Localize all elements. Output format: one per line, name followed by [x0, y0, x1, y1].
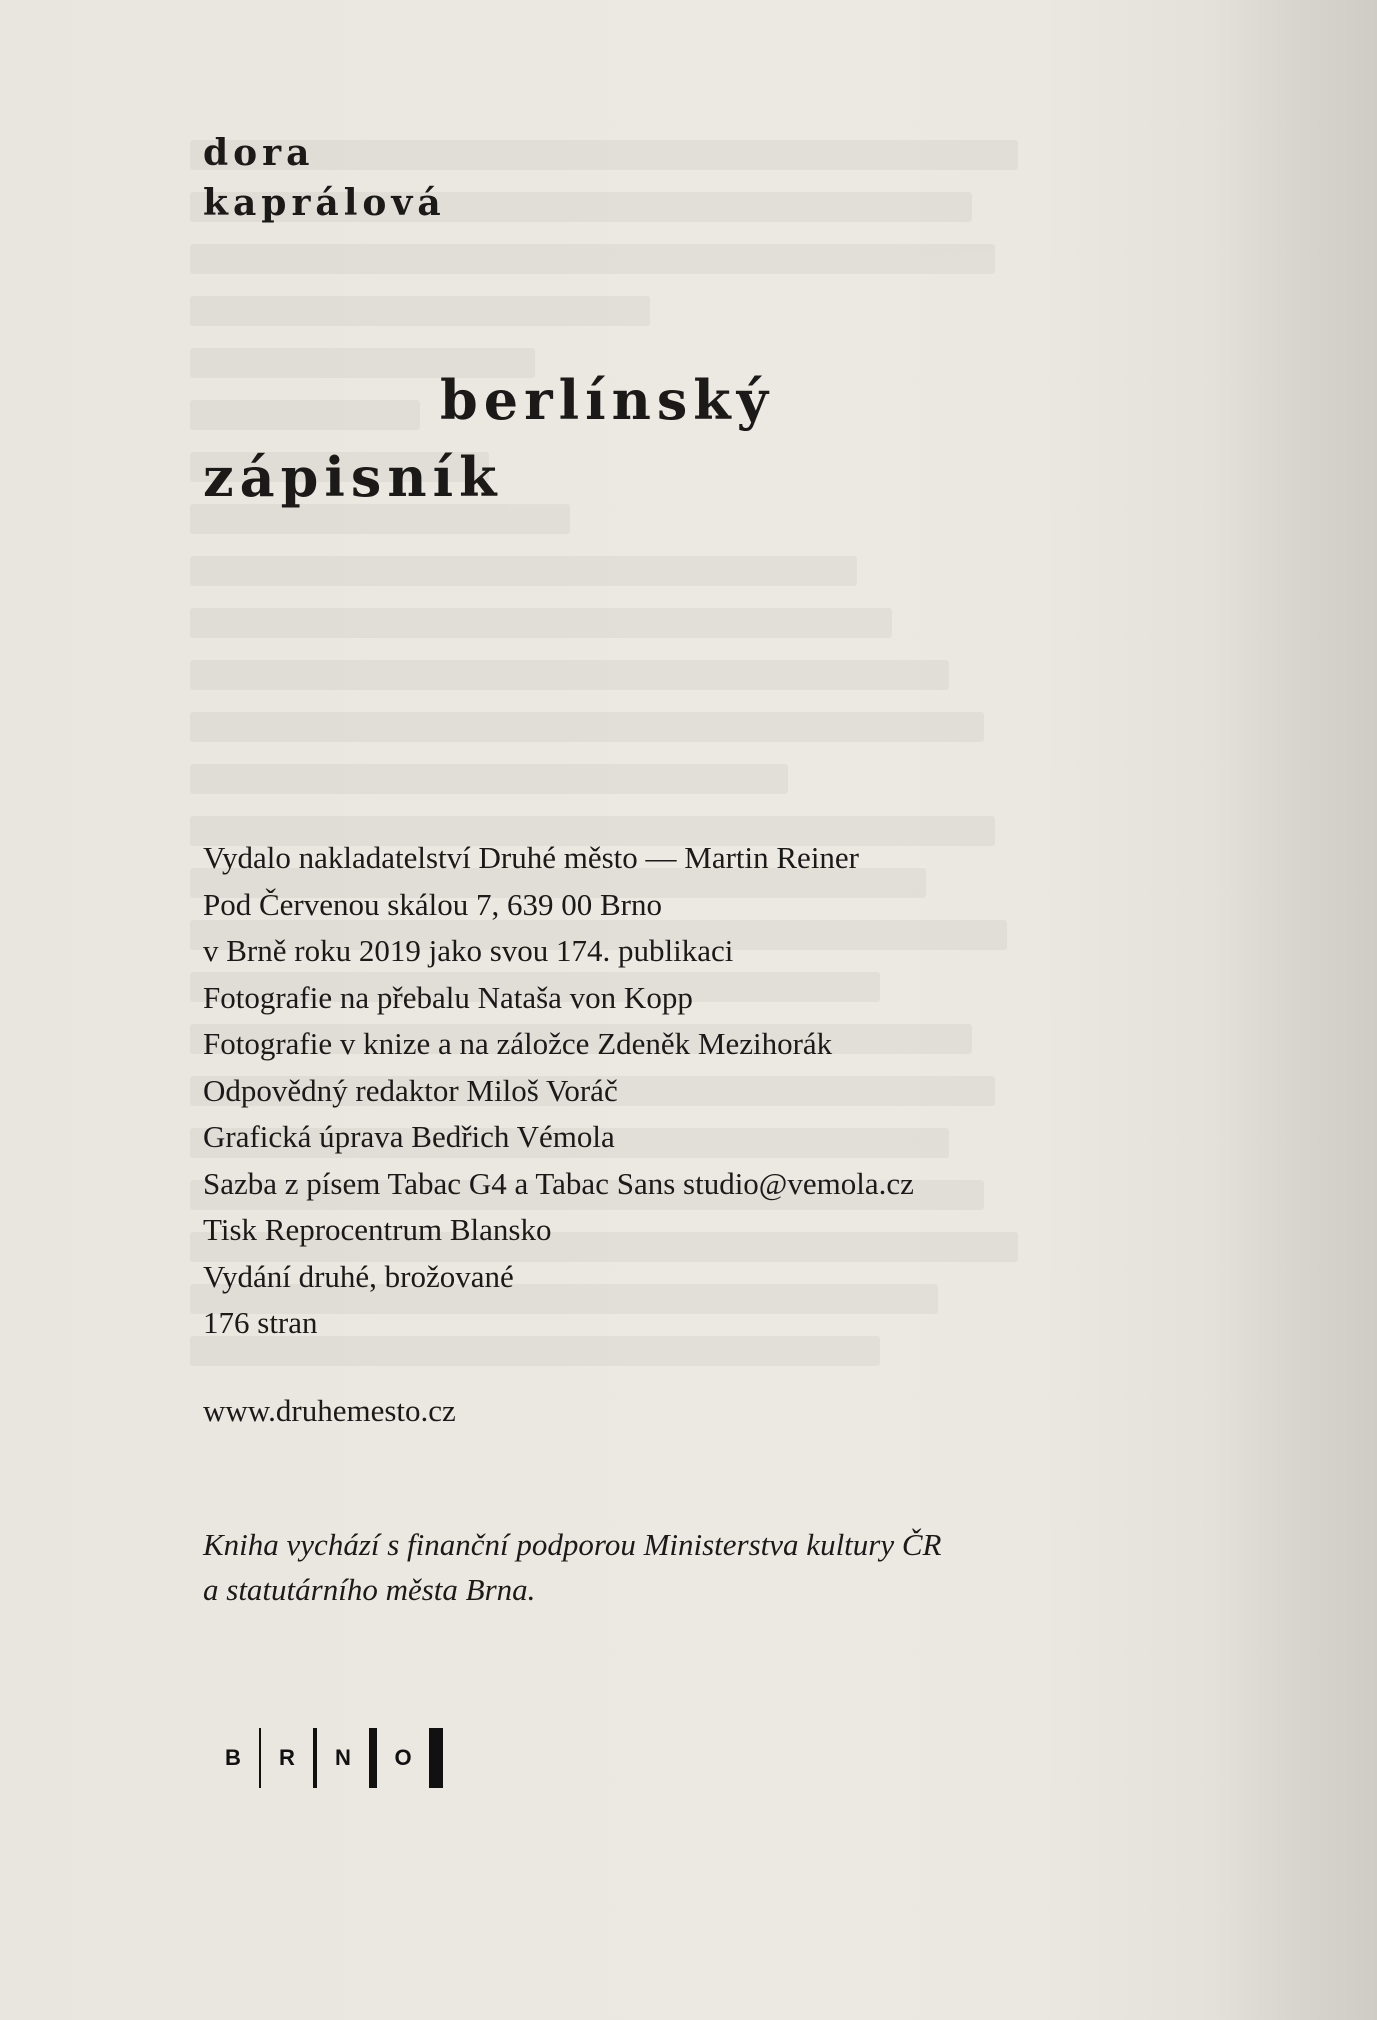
imprint-block	[203, 835, 914, 1347]
logo-bar	[429, 1728, 443, 1788]
author-last-name: kaprálová	[203, 182, 446, 224]
book-title-line1: berlínský	[440, 368, 775, 432]
imprint-line: Fotografie na přebalu Nataša von Kopp	[203, 979, 693, 1015]
imprint-line: 176 stran	[203, 1305, 318, 1340]
imprint-line: Vydání druhé, brožované	[203, 1258, 514, 1294]
logo-letter-o: O	[394, 1745, 412, 1770]
brno-logo	[223, 1728, 443, 1788]
imprint-line: Odpovědný redaktor Miloš Voráč	[203, 1072, 618, 1108]
imprint-line: Fotografie v knize a na záložce Zdeněk Mezihorák	[203, 1026, 833, 1061]
publisher-website: www.druhemesto.cz	[203, 1393, 456, 1428]
logo-letter-n: N	[335, 1745, 351, 1770]
logo-bar	[259, 1728, 261, 1788]
book-title-line2: zápisník	[203, 445, 503, 509]
imprint-line: v Brně roku 2019 jako svou 174. publikaci	[203, 933, 734, 968]
author-first-name: dora	[203, 132, 315, 174]
logo-bar	[369, 1728, 377, 1788]
logo-letter-r: R	[279, 1745, 295, 1770]
imprint-line: Pod Červenou skálou 7, 639 00 Brno	[203, 886, 662, 922]
logo-bar	[313, 1728, 317, 1788]
funding-note-line2: a statutárního města Brna.	[203, 1572, 536, 1607]
imprint-line: Sazba z písem Tabac G4 a Tabac Sans studio@vemola.cz	[203, 1165, 914, 1201]
logo-letter-b: B	[225, 1745, 241, 1770]
funding-note	[203, 1522, 941, 1612]
funding-note-line1: Kniha vychází s finanční podporou Ministerstva kultury ČR	[203, 1527, 942, 1562]
imprint-line: Vydalo nakladatelství Druhé město — Martin Reiner	[203, 840, 860, 875]
imprint-line: Grafická úprava Bedřich Vémola	[203, 1119, 615, 1154]
author-name	[203, 128, 446, 228]
imprint-line: Tisk Reprocentrum Blansko	[203, 1212, 552, 1247]
